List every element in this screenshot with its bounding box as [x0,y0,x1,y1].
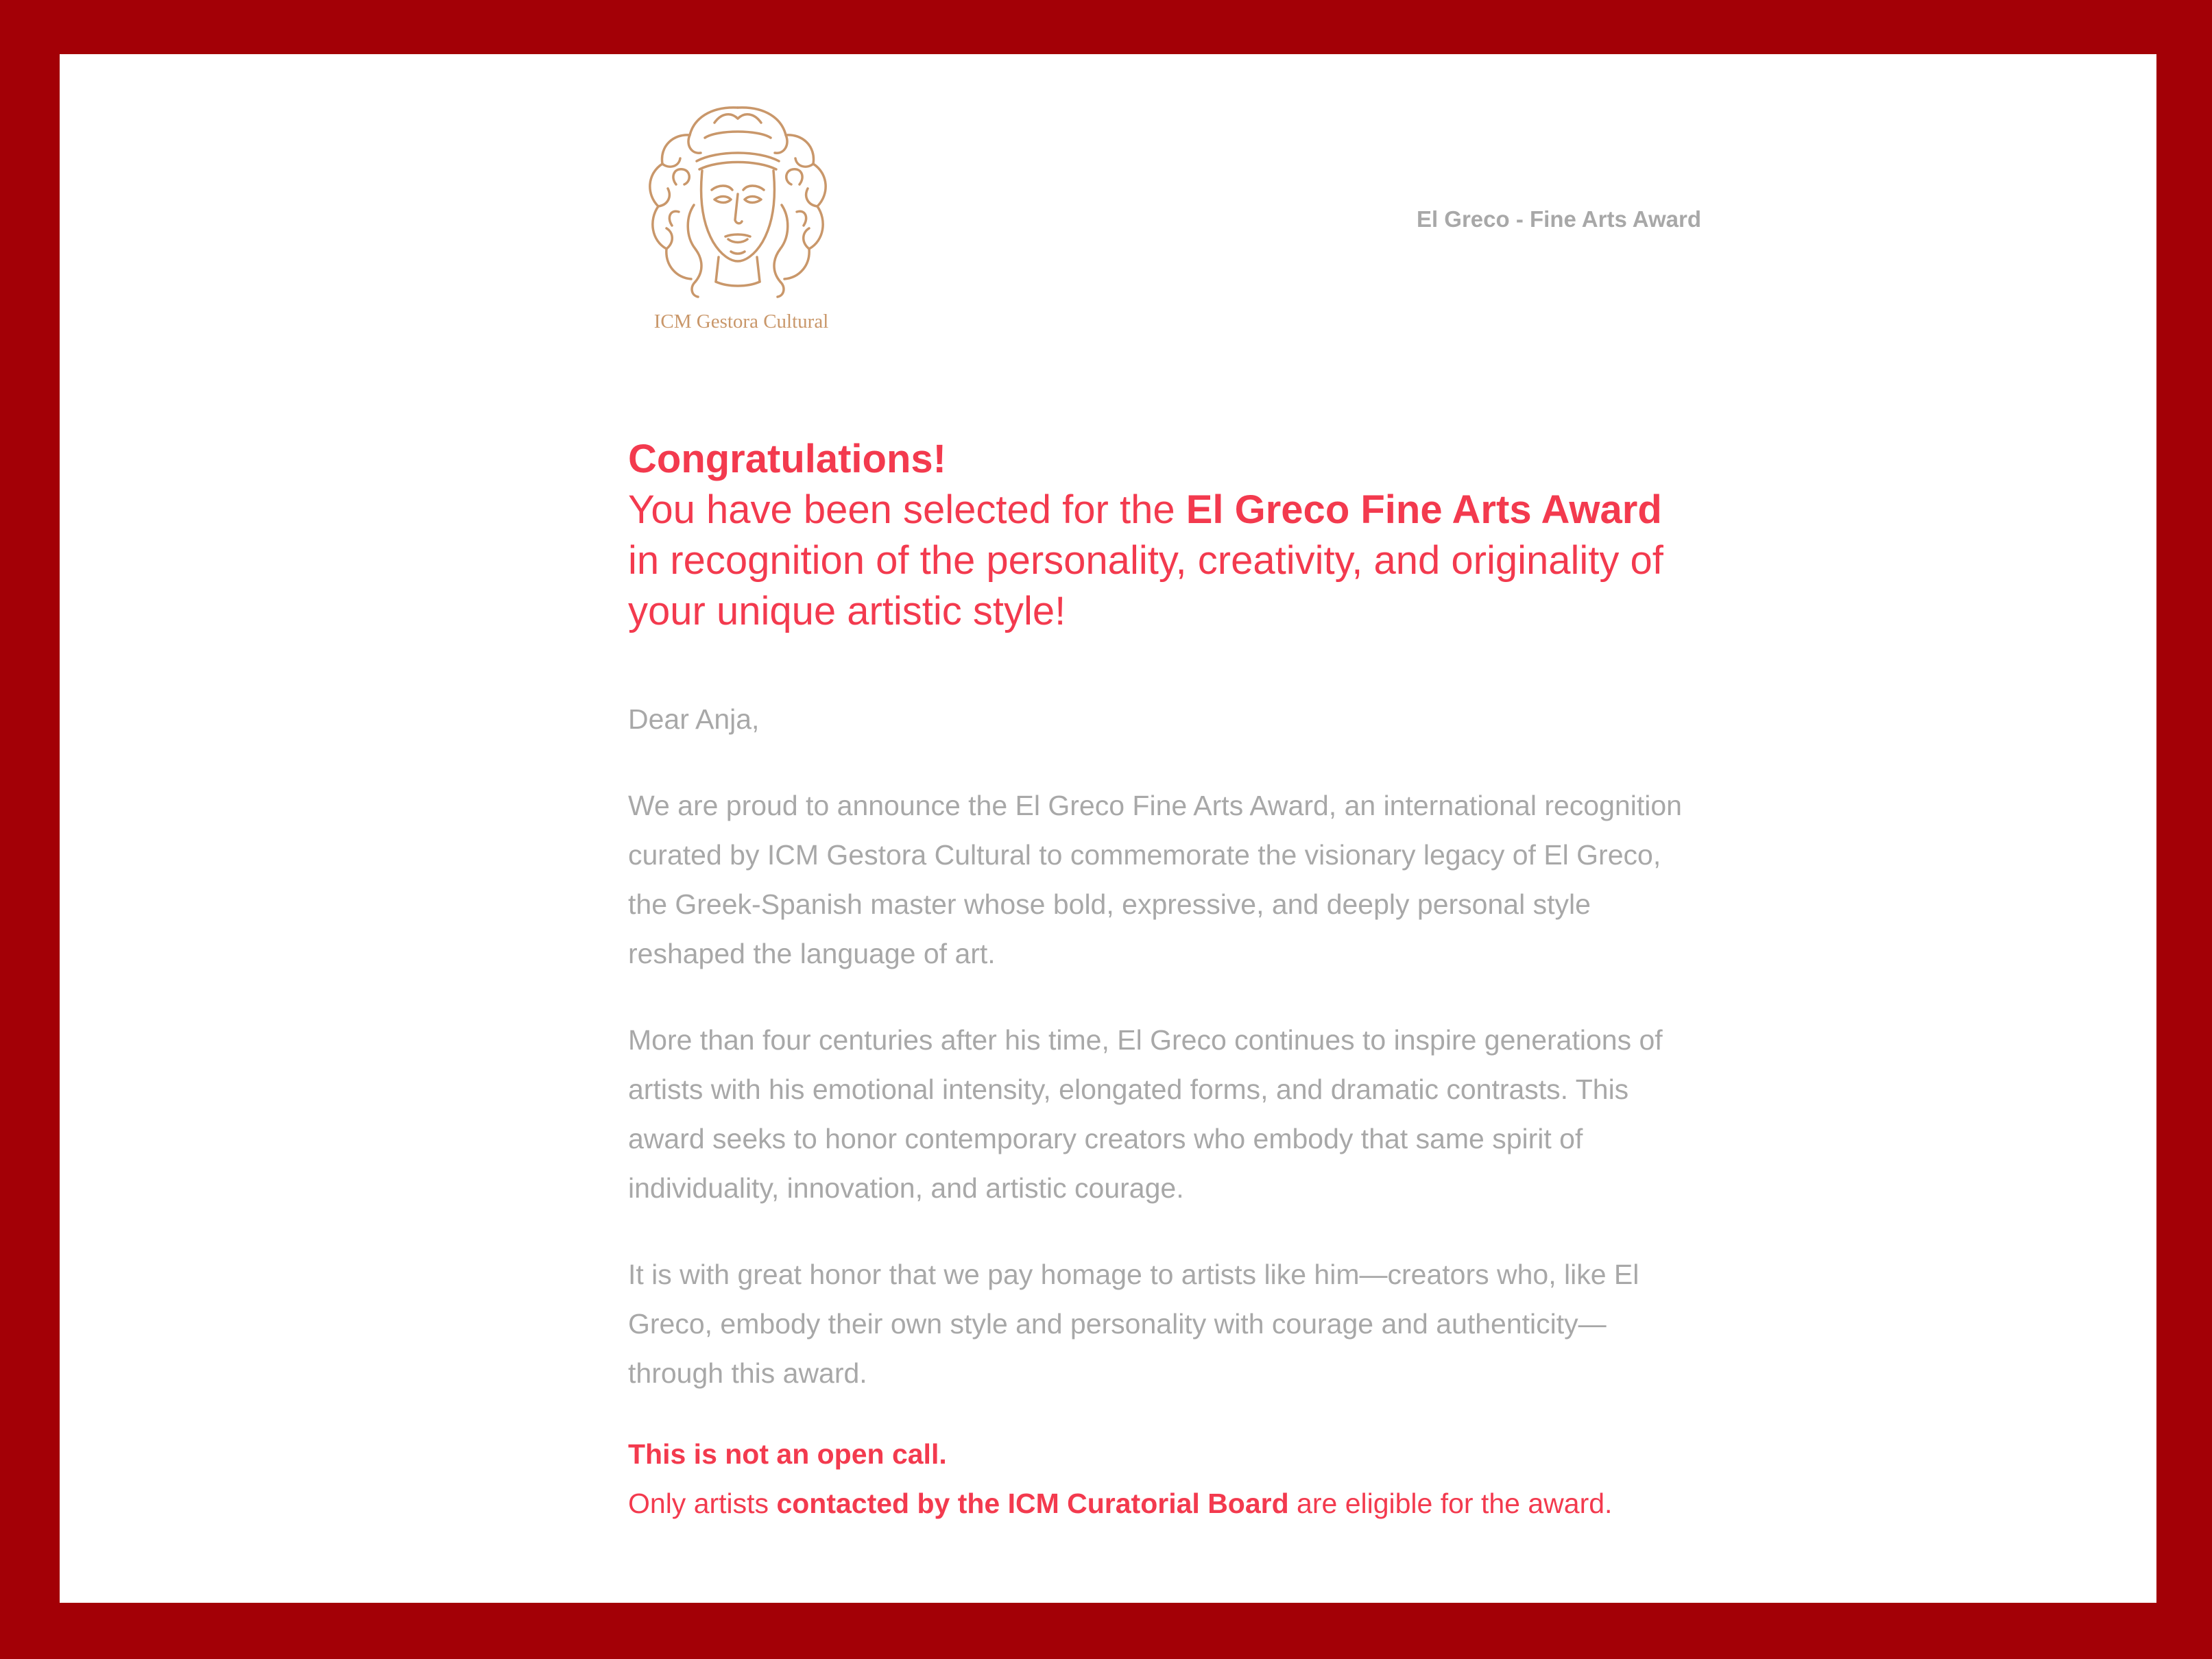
icm-logo-medusa-icon [628,102,847,335]
email-content [628,54,1701,1528]
notice-suffix: are eligible for the award. [1288,1488,1613,1519]
greeting: Dear Anja, [628,703,760,735]
notice-emphasis: contacted by the ICM Curatorial Board [776,1488,1289,1519]
headline-suffix: in recognition of the personality, creativity, and originality of your unique artistic style! [628,538,1663,633]
notice-title: This is not an open call. [628,1438,947,1470]
headline-award-name: El Greco Fine Arts Award [1186,487,1662,532]
paragraph-2: More than four centuries after his time, El Greco continues to inspire generations of artists with his emotional intensity, elongated forms, and dramatic contrasts. This award seeks to honor contemporary creators who embody that same spirit of individuality, innovation, and artistic courage. [628,1024,1663,1204]
email-header [628,54,1701,349]
headline-title: Congratulations! [628,437,946,481]
eligibility-notice [628,1429,1701,1528]
paragraph-1: We are proud to announce the El Greco Fine Arts Award, an international recognition curated by ICM Gestora Cultural to commemorate the visionary legacy of El Greco, the Greek-Spanish master whose bold, expressive, and deeply personal style reshaped the language of art. [628,790,1682,969]
headline-prefix: You have been selected for the [628,487,1186,532]
notice-prefix: Only artists [628,1488,777,1519]
award-header-label: El Greco - Fine Arts Award [1416,206,1701,232]
logo-text: ICM Gestora Cultural [653,311,829,332]
paragraph-3: It is with great honor that we pay homage to artists like him—creators who, like El Greco, embody their own style and personality with courage and authenticity—through this award. [628,1259,1639,1389]
email-card [60,54,2156,1603]
headline [628,434,1701,637]
